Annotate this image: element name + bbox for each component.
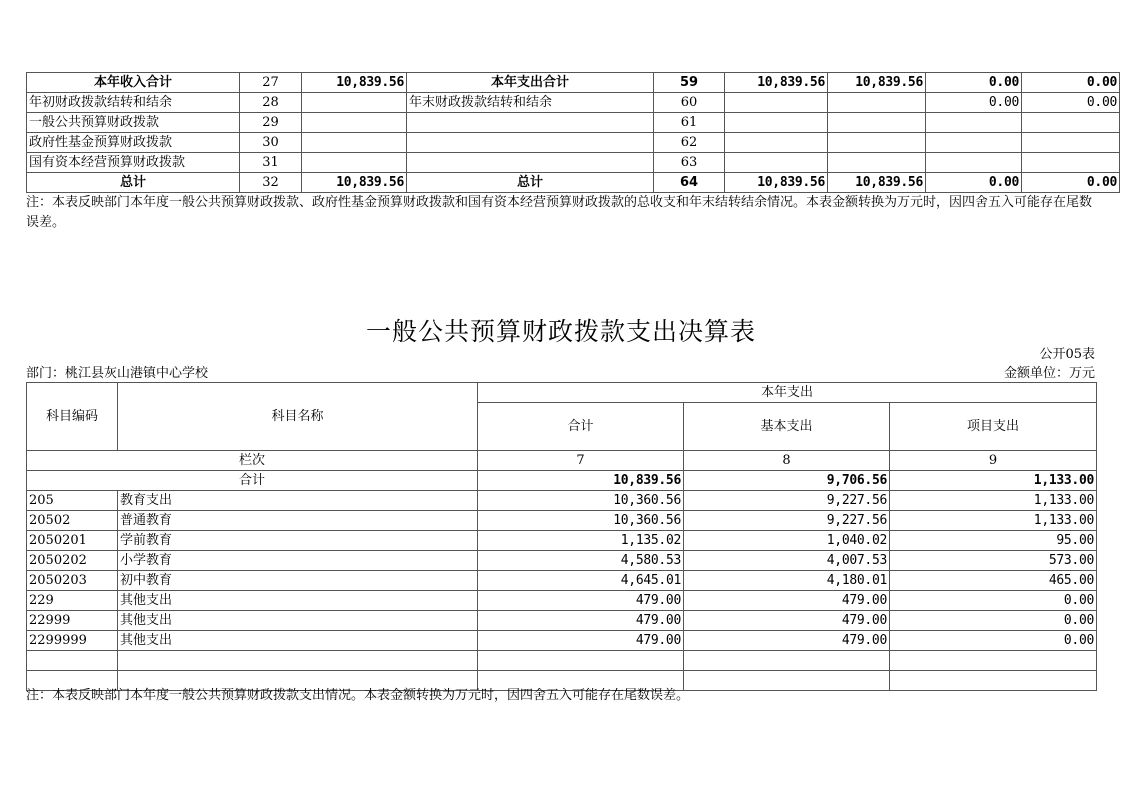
income-row-number: 27 (240, 73, 302, 93)
table-row (27, 551, 1097, 571)
amount-basic: 9,227.56 (684, 511, 890, 531)
header-name: 科目名称 (118, 383, 478, 451)
department-label: 部门：桃江县灰山港镇中心学校 (26, 366, 209, 381)
expenditure-table (26, 382, 1097, 691)
amount-basic: 1,040.02 (684, 531, 890, 551)
income-amount (302, 93, 407, 113)
table-row (27, 571, 1097, 591)
subject-name: 其他支出 (118, 611, 478, 631)
summary-note: 注：本表反映部门本年度一般公共预算财政拨款、政府性基金预算财政拨款和国有资本经营预算财政拨款的总收支和年末结转结余情况。本表金额转换为万元时，因四舍五入可能存在尾数误差。 (26, 195, 1093, 230)
expense-label (407, 113, 654, 133)
expense-amount-1 (725, 153, 828, 173)
amount-total: 4,580.53 (478, 551, 684, 571)
income-amount: 10,839.56 (302, 173, 407, 193)
amount-basic: 479.00 (684, 611, 890, 631)
expense-amount-3: 0.00 (926, 93, 1022, 113)
amount-basic (684, 651, 890, 671)
income-row-number: 29 (240, 113, 302, 133)
summary-row (27, 113, 1120, 133)
expense-amount-2 (828, 93, 926, 113)
header-total: 合计 (478, 403, 684, 451)
column-index-project: 9 (890, 451, 1097, 471)
summary-row (27, 93, 1120, 113)
table-row (27, 591, 1097, 611)
expense-amount-3: 0.00 (926, 173, 1022, 193)
income-label: 国有资本经营预算财政拨款 (27, 153, 240, 173)
income-amount (302, 113, 407, 133)
subject-code: 22999 (27, 611, 118, 631)
income-row-number: 31 (240, 153, 302, 173)
amount-total (478, 651, 684, 671)
header-basic: 基本支出 (684, 403, 890, 451)
amount-project: 573.00 (890, 551, 1097, 571)
subject-code (27, 651, 118, 671)
summary-table-body (27, 73, 1120, 193)
subject-name: 学前教育 (118, 531, 478, 551)
amount-project: 1,133.00 (890, 491, 1097, 511)
table-row (27, 631, 1097, 651)
expense-row-number: 59 (654, 73, 725, 93)
column-index-basic: 8 (684, 451, 890, 471)
subject-code: 2050203 (27, 571, 118, 591)
expense-row-number: 60 (654, 93, 725, 113)
column-index-total: 7 (478, 451, 684, 471)
sum-basic: 9,706.56 (684, 471, 890, 491)
income-label: 本年收入合计 (27, 73, 240, 93)
amount-total: 10,360.56 (478, 491, 684, 511)
expenditure-table-body (27, 491, 1097, 691)
expense-row-number: 63 (654, 153, 725, 173)
expense-amount-3 (926, 113, 1022, 133)
expense-label: 年末财政拨款结转和结余 (407, 93, 654, 113)
amount-basic: 4,007.53 (684, 551, 890, 571)
expense-amount-3 (926, 133, 1022, 153)
amount-project: 1,133.00 (890, 511, 1097, 531)
amount-total: 479.00 (478, 631, 684, 651)
sum-row-label: 合计 (27, 471, 478, 491)
expense-amount-1: 10,839.56 (725, 173, 828, 193)
income-label: 一般公共预算财政拨款 (27, 113, 240, 133)
amount-total: 1,135.02 (478, 531, 684, 551)
form-number: 公开05表 (1039, 347, 1095, 362)
amount-project: 0.00 (890, 591, 1097, 611)
expense-amount-1 (725, 113, 828, 133)
subject-code: 205 (27, 491, 118, 511)
expense-amount-4: 0.00 (1022, 73, 1120, 93)
income-label: 年初财政拨款结转和结余 (27, 93, 240, 113)
amount-basic: 4,180.01 (684, 571, 890, 591)
unit-label: 金额单位：万元 (1003, 366, 1095, 381)
amount-project: 0.00 (890, 611, 1097, 631)
column-index-label: 栏次 (27, 451, 478, 471)
amount-project: 465.00 (890, 571, 1097, 591)
expense-amount-2 (828, 113, 926, 133)
expense-amount-4 (1022, 133, 1120, 153)
amount-basic: 479.00 (684, 631, 890, 651)
amount-total: 4,645.01 (478, 571, 684, 591)
income-label: 政府性基金预算财政拨款 (27, 133, 240, 153)
income-amount (302, 153, 407, 173)
amount-project: 0.00 (890, 631, 1097, 651)
expense-label: 本年支出合计 (407, 73, 654, 93)
expense-label (407, 153, 654, 173)
subject-code: 2050201 (27, 531, 118, 551)
header-project: 项目支出 (890, 403, 1097, 451)
expense-label: 总计 (407, 173, 654, 193)
income-row-number: 28 (240, 93, 302, 113)
subject-code: 229 (27, 591, 118, 611)
expense-row-number: 64 (654, 173, 725, 193)
income-amount: 10,839.56 (302, 73, 407, 93)
amount-project: 95.00 (890, 531, 1097, 551)
subject-name: 初中教育 (118, 571, 478, 591)
amount-total: 479.00 (478, 611, 684, 631)
header-current-year-expense: 本年支出 (478, 383, 1097, 403)
income-expense-summary-table (26, 72, 1120, 193)
subject-name: 其他支出 (118, 591, 478, 611)
table-row (27, 491, 1097, 511)
expense-amount-2: 10,839.56 (828, 173, 926, 193)
table-row (27, 611, 1097, 631)
subject-name (118, 651, 478, 671)
summary-row (27, 73, 1120, 93)
subject-name: 小学教育 (118, 551, 478, 571)
amount-total: 479.00 (478, 591, 684, 611)
amount-basic: 479.00 (684, 591, 890, 611)
expenditure-note: 注：本表反映部门本年度一般公共预算财政拨款支出情况。本表金额转换为万元时，因四舍五入可能存在尾数误差。 (26, 688, 690, 703)
expense-amount-4: 0.00 (1022, 93, 1120, 113)
table-row (27, 511, 1097, 531)
summary-row (27, 133, 1120, 153)
subject-name: 教育支出 (118, 491, 478, 511)
expense-amount-4 (1022, 113, 1120, 133)
expense-amount-2: 10,839.56 (828, 73, 926, 93)
income-label: 总计 (27, 173, 240, 193)
subject-name: 其他支出 (118, 631, 478, 651)
expense-label (407, 133, 654, 153)
subject-name: 普通教育 (118, 511, 478, 531)
income-row-number: 30 (240, 133, 302, 153)
expense-amount-3 (926, 153, 1022, 173)
amount-total: 10,360.56 (478, 511, 684, 531)
income-amount (302, 133, 407, 153)
expense-amount-1 (725, 93, 828, 113)
expense-amount-1 (725, 133, 828, 153)
summary-row (27, 173, 1120, 193)
sum-project: 1,133.00 (890, 471, 1097, 491)
expense-amount-4 (1022, 153, 1120, 173)
expense-amount-2 (828, 133, 926, 153)
expense-amount-2 (828, 153, 926, 173)
summary-row (27, 153, 1120, 173)
table-row (27, 531, 1097, 551)
expense-amount-3: 0.00 (926, 73, 1022, 93)
page-title: 一般公共预算财政拨款支出决算表 (365, 317, 756, 346)
expense-row-number: 62 (654, 133, 725, 153)
amount-basic: 9,227.56 (684, 491, 890, 511)
subject-code: 20502 (27, 511, 118, 531)
subject-code: 2299999 (27, 631, 118, 651)
expense-row-number: 61 (654, 113, 725, 133)
expense-amount-1: 10,839.56 (725, 73, 828, 93)
sum-total: 10,839.56 (478, 471, 684, 491)
subject-code: 2050202 (27, 551, 118, 571)
header-code: 科目编码 (27, 383, 118, 451)
expense-amount-4: 0.00 (1022, 173, 1120, 193)
table-row (27, 651, 1097, 671)
income-row-number: 32 (240, 173, 302, 193)
amount-project (890, 651, 1097, 671)
